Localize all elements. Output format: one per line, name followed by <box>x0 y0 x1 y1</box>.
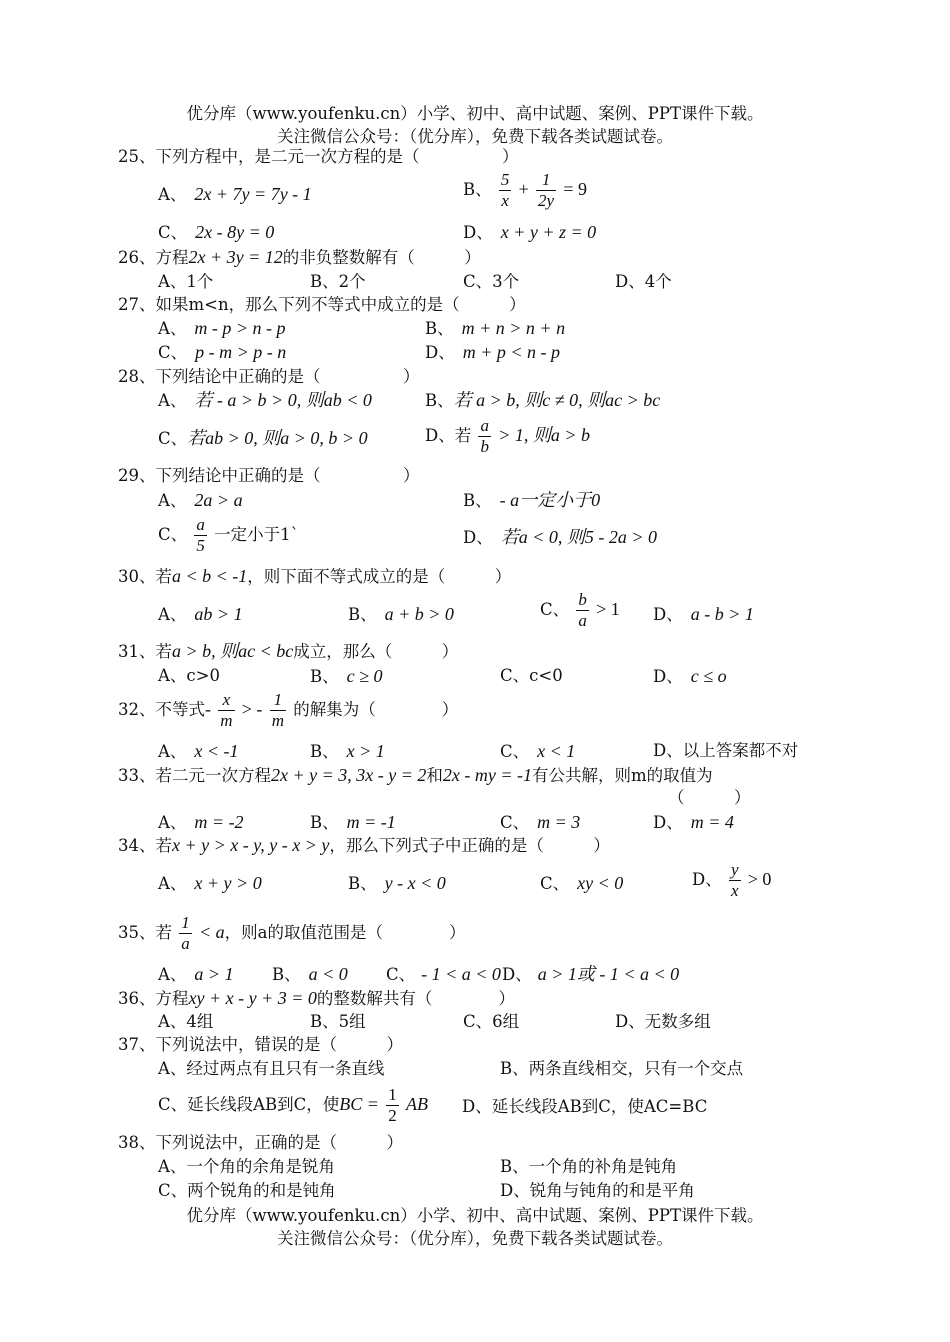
q29-option-b: B、 - a一定小于0 <box>463 490 601 510</box>
q25-stem: 25、下列方程中，是二元一次方程的是（ ） <box>118 147 519 166</box>
q30-option-b: B、 a + b > 0 <box>348 604 454 624</box>
q33-answer-paren: （ ） <box>668 788 751 807</box>
q28-option-d: D、若 $\frac{a}{b}$ > 1, 则a > b <box>425 416 591 456</box>
q37-option-b: B、两条直线相交，只有一个交点 <box>500 1059 744 1078</box>
q27-option-b: B、 m + n > n + n <box>425 318 566 338</box>
q34-option-a: A、 x + y > 0 <box>158 873 262 893</box>
q36-option-c: C、6组 <box>463 1012 520 1031</box>
q38-option-c: C、两个锐角的和是钝角 <box>158 1181 336 1200</box>
q29-option-a: A、 2a > a <box>158 490 243 510</box>
q38-option-a: A、一个角的余角是锐角 <box>158 1157 335 1176</box>
q34-option-b: B、 y - x < 0 <box>348 873 446 893</box>
q28-option-c: C、若ab > 0, 则a > 0, b > 0 <box>158 428 368 448</box>
q31-option-c: C、c<0 <box>500 666 563 685</box>
q32-option-a: A、 x < -1 <box>158 741 239 761</box>
q29-option-c: C、 $\frac{a}{5}$ 一定小于1` <box>158 515 299 555</box>
q33-stem: 33、若二元一次方程2x + y = 3, 3x - y = 2和2x - my = -1有公共解，则m的取值为 <box>118 765 713 785</box>
q26-option-b: B、2个 <box>310 272 366 291</box>
q25-option-b: B、 $\frac{5}{x}$ + $\frac{1}{2y}$ = 9 <box>463 170 587 210</box>
q33-option-b: B、 m = -1 <box>310 812 396 832</box>
q34-option-d: D、 $\frac{y}{x}$ > 0 <box>692 860 772 900</box>
q25-option-c: C、 2x - 8y = 0 <box>158 222 275 242</box>
q30-option-a: A、 ab > 1 <box>158 604 243 624</box>
q25-option-a: A、 2x + 7y = 7y - 1 <box>158 184 312 204</box>
q31-option-b: B、 c ≥ 0 <box>310 666 383 686</box>
fraction: $\frac{a}{b}$ <box>480 416 489 456</box>
q31-option-d: D、 c ≤ o <box>653 666 727 686</box>
fraction: $\frac{x}{m}$ <box>220 690 233 730</box>
q35-option-c: C、 - 1 < a < 0 <box>386 964 501 984</box>
q30-option-d: D、 a - b > 1 <box>653 604 754 624</box>
q35-option-d: D、 a > 1或 - 1 < a < 0 <box>502 964 680 984</box>
fraction: $\frac{1}{m}$ <box>271 690 284 730</box>
q37-option-c: C、延长线段AB到C，使BC = $\frac{1}{2}$ AB <box>158 1085 428 1125</box>
fraction: $\frac{1}{2}$ <box>388 1085 397 1125</box>
q32-stem: 32、不等式- $\frac{x}{m}$ > - $\frac{1}{m}$ 的解集为（ ） <box>118 690 459 730</box>
q32-option-d: D、以上答案都不对 <box>653 741 799 760</box>
fraction: $\frac{y}{x}$ <box>730 860 739 900</box>
q32-option-c: C、 x < 1 <box>500 741 576 761</box>
q35-stem: 35、若 $\frac{1}{a}$ < a，则a的取值范围是（ ） <box>118 913 466 953</box>
q30-option-c: C、 $\frac{b}{a}$ > 1 <box>540 590 620 630</box>
q37-stem: 37、下列说法中，错误的是（ ） <box>118 1035 403 1054</box>
header-line-1: 优分库（www.youfenku.cn）小学、初中、高中试题、案例、PPT课件下载。 <box>186 104 764 123</box>
q26-stem: 26、方程2x + 3y = 12的非负整数解有（ ） <box>118 247 481 267</box>
q33-option-d: D、 m = 4 <box>653 812 734 832</box>
q28-option-b: B、若 a > b, 则c ≠ 0, 则ac > bc <box>425 390 661 410</box>
fraction: $\frac{1}{2y}$ <box>538 170 555 210</box>
fraction: $\frac{1}{a}$ <box>181 913 190 953</box>
q25-option-d: D、 x + y + z = 0 <box>463 222 597 242</box>
fraction: $\frac{a}{5}$ <box>196 515 205 555</box>
q34-option-c: C、 xy < 0 <box>540 873 624 893</box>
q26-option-c: C、3个 <box>463 272 520 291</box>
q36-option-a: A、4组 <box>158 1012 214 1031</box>
footer-line-1: 优分库（www.youfenku.cn）小学、初中、高中试题、案例、PPT课件下载。 <box>186 1206 764 1225</box>
fraction: $\frac{b}{a}$ <box>578 590 587 630</box>
q27-option-a: A、 m - p > n - p <box>158 318 286 338</box>
q33-option-c: C、 m = 3 <box>500 812 581 832</box>
q30-stem: 30、若a < b < -1，则下面不等式成立的是（ ） <box>118 566 512 586</box>
q27-option-c: C、 p - m > p - n <box>158 342 287 362</box>
q26-option-a: A、1个 <box>158 272 214 291</box>
footer-line-2: 关注微信公众号：（优分库），免费下载各类试题试卷。 <box>277 1229 673 1248</box>
q36-option-b: B、5组 <box>310 1012 366 1031</box>
q38-option-b: B、一个角的补角是钝角 <box>500 1157 678 1176</box>
q37-option-a: A、经过两点有且只有一条直线 <box>158 1059 385 1078</box>
q28-option-a: A、 若 - a > b > 0, 则ab < 0 <box>158 390 372 410</box>
q38-stem: 38、下列说法中，正确的是（ ） <box>118 1133 403 1152</box>
q34-stem: 34、若x + y > x - y, y - x > y，那么下列式子中正确的是（ ） <box>118 835 610 855</box>
q27-stem: 27、如果m<n，那么下列不等式中成立的是（ ） <box>118 295 526 314</box>
q36-stem: 36、方程xy + x - y + 3 = 0的整数解共有（ ） <box>118 988 515 1008</box>
header-line-2: 关注微信公众号：（优分库），免费下载各类试题试卷。 <box>277 127 673 146</box>
q36-option-d: D、无数多组 <box>615 1012 711 1031</box>
q28-stem: 28、下列结论中正确的是（ ） <box>118 367 420 386</box>
q32-option-b: B、 x > 1 <box>310 741 385 761</box>
q37-option-d: D、延长线段AB到C，使AC=BC <box>462 1097 708 1116</box>
q31-stem: 31、若a > b, 则ac < bc成立，那么（ ） <box>118 641 459 661</box>
q27-option-d: D、 m + p < n - p <box>425 342 561 362</box>
q33-option-a: A、 m = -2 <box>158 812 244 832</box>
q29-stem: 29、下列结论中正确的是（ ） <box>118 466 420 485</box>
fraction: $\frac{5}{x}$ <box>500 170 510 210</box>
q29-option-d: D、 若a < 0, 则5 - 2a > 0 <box>463 527 658 547</box>
q31-option-a: A、c>0 <box>158 666 220 685</box>
q35-option-a: A、 a > 1 <box>158 964 234 984</box>
q35-option-b: B、 a < 0 <box>272 964 348 984</box>
q26-option-d: D、4个 <box>615 272 672 291</box>
q38-option-d: D、锐角与钝角的和是平角 <box>500 1181 695 1200</box>
